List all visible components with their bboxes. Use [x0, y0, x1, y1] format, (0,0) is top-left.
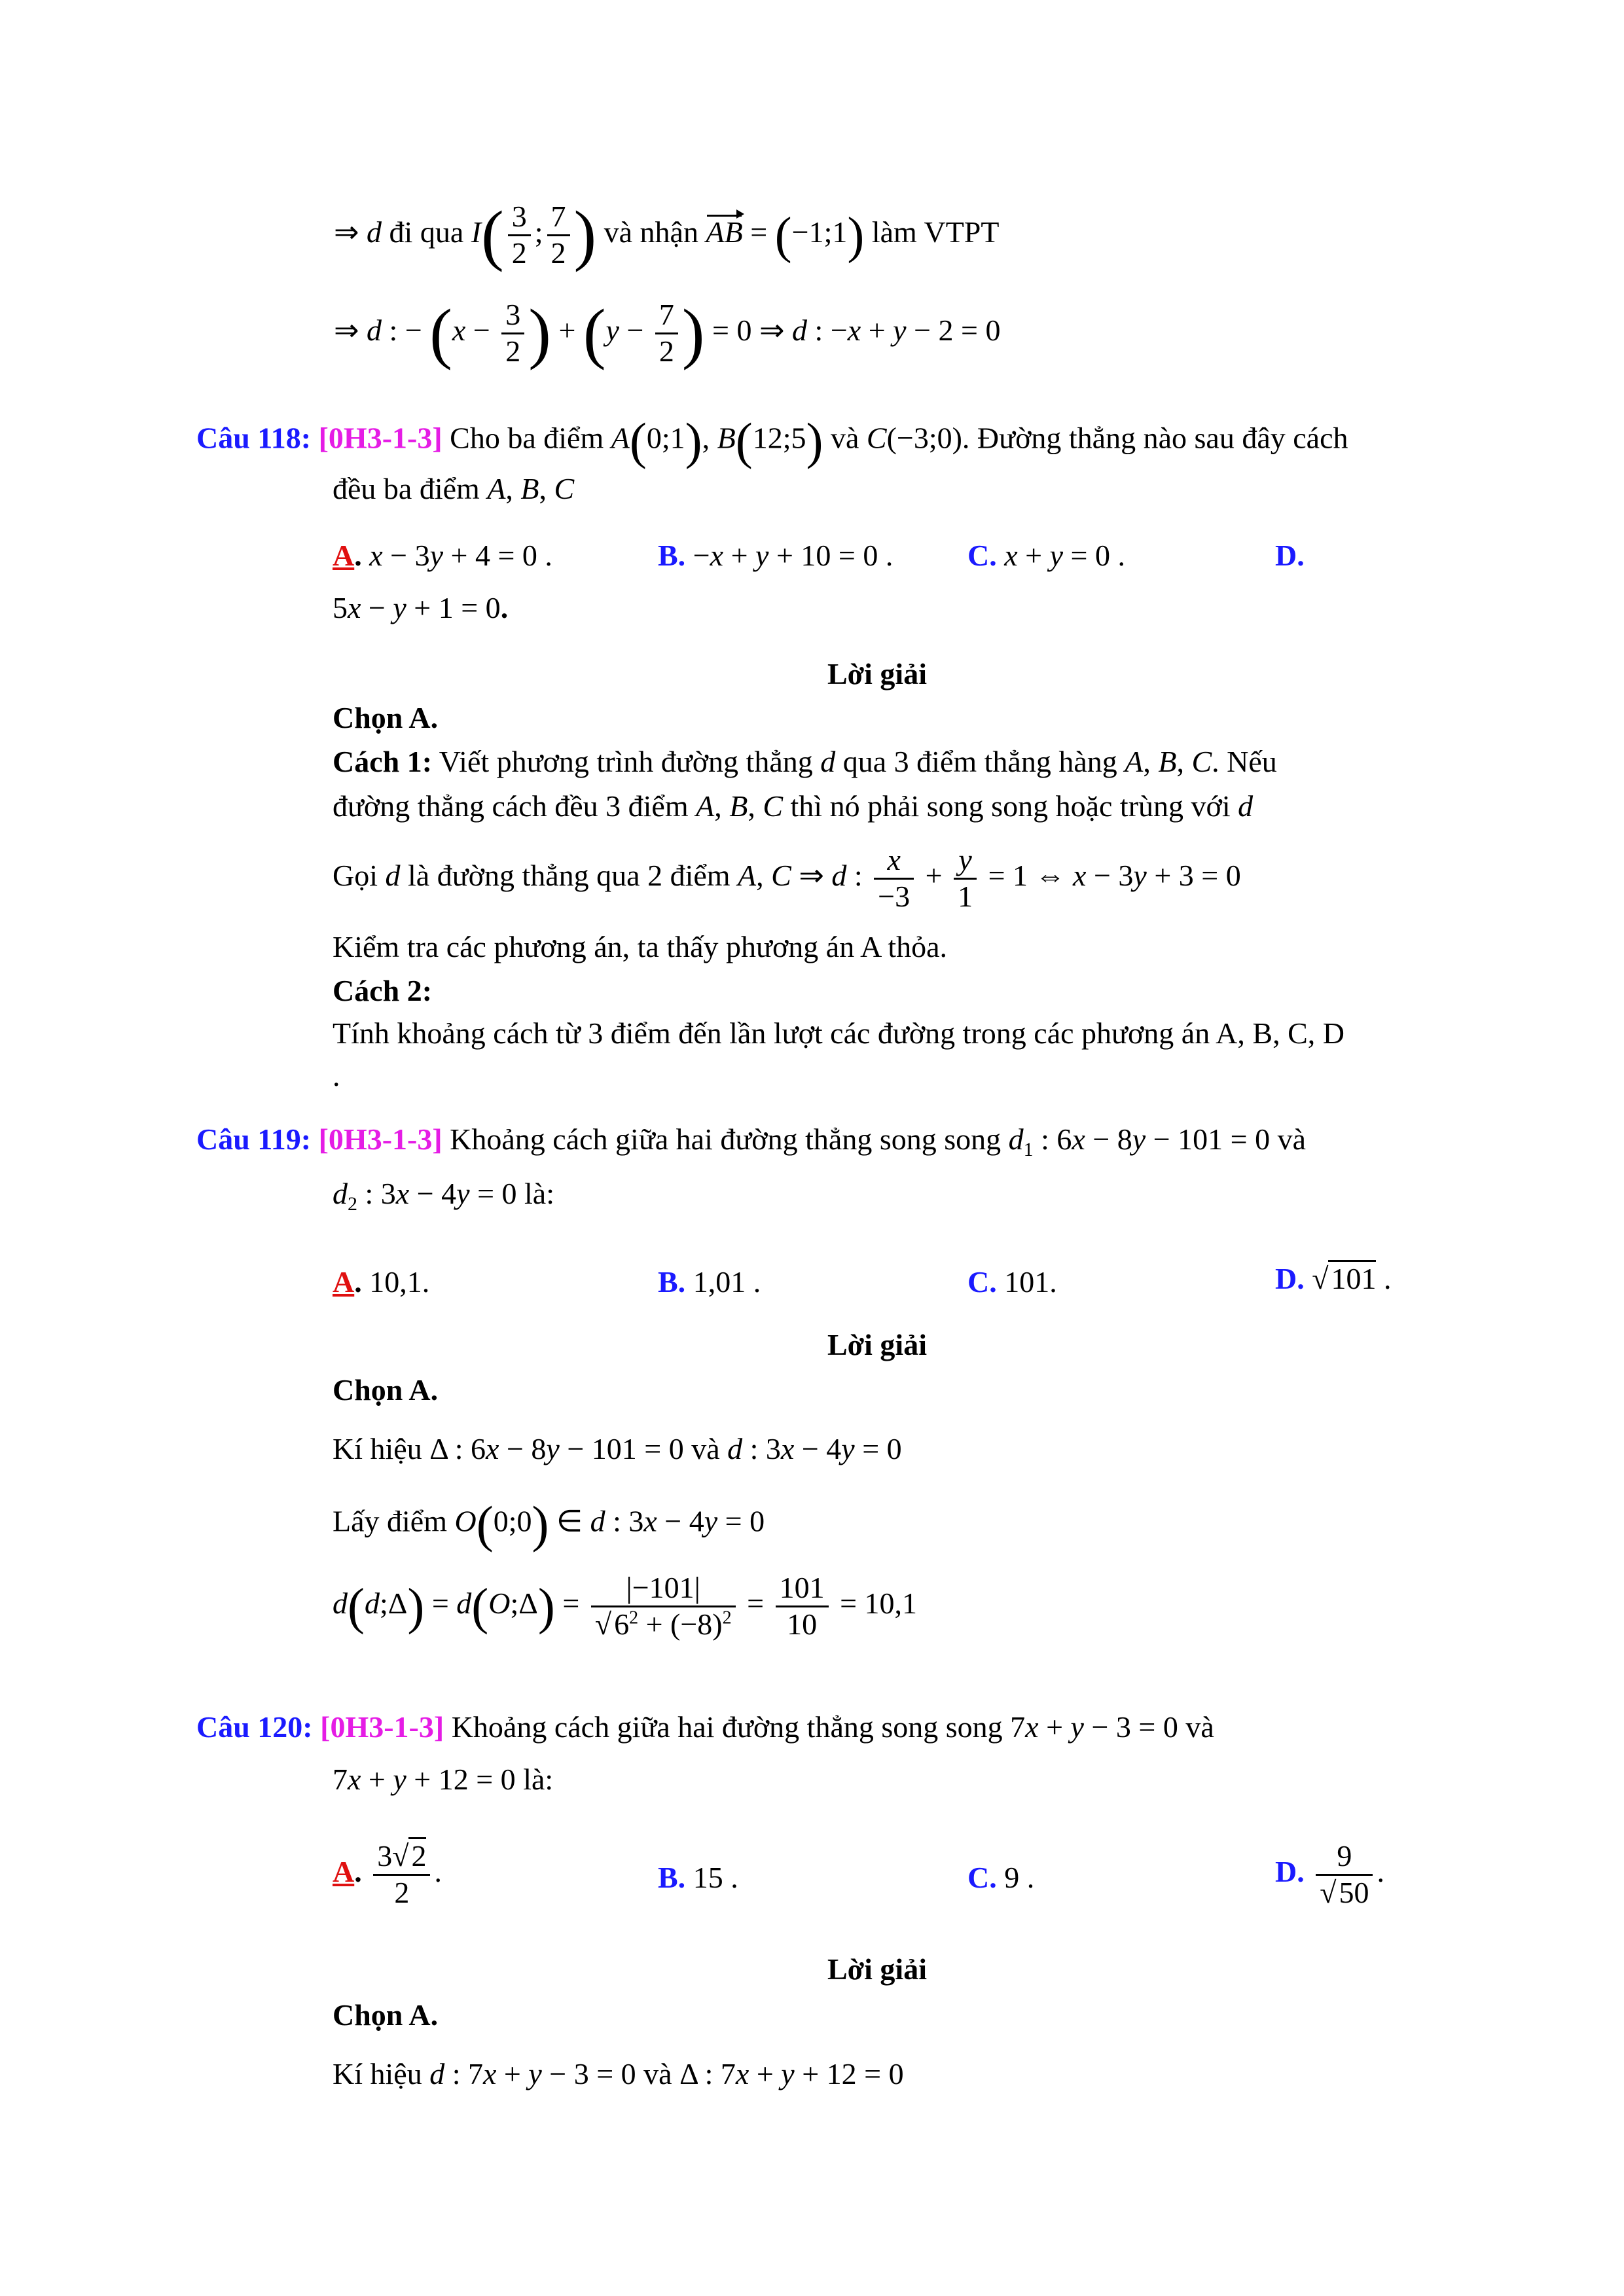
q118-method1-line-2: đường thẳng cách đều 3 điểm A, B, C thì nó phải song song hoặc trùng với d: [333, 789, 1254, 823]
q119-solution-title: Lời giải: [827, 1328, 927, 1361]
q118-option-b[interactable]: B. −x + y + 10 = 0 .: [658, 539, 893, 572]
q118-method1-line-1: Cách 1: Viết phương trình đường thẳng d qua 3 điểm thẳng hàng A, B, C. Nếu: [333, 745, 1277, 778]
q119-choose: Chọn A.: [333, 1373, 439, 1407]
q119-option-b[interactable]: B. 1,01 .: [658, 1265, 761, 1299]
q119-stem-line-1: Câu 119: [0H3-1-3] Khoảng cách giữa hai đường thẳng song song $d_1$ : 6x − 8y − 101 = 0 và: [196, 1122, 1307, 1161]
q120-option-a[interactable]: A. $\frac{3√2}{2}$ .: [333, 1839, 442, 1910]
q120-tag: [0H3-1-3]: [320, 1710, 444, 1744]
q119-option-d[interactable]: D. √101 .: [1275, 1260, 1391, 1298]
q119-option-c[interactable]: C. 101.: [967, 1265, 1057, 1299]
q118-label: Câu 118:: [196, 421, 312, 455]
q118-option-d[interactable]: 5x − y + 1 = 0.: [333, 591, 509, 624]
prev-line-1: ⇒ d đi qua I( $\frac{3}{2}$ ; $\frac{7}{2}$ ) và nhận AB = (−1;1) làm VTPT: [334, 197, 1000, 273]
q119-tag: [0H3-1-3]: [318, 1122, 442, 1156]
q118-method1-line-3: Gọi d là đường thẳng qua 2 điểm A, C ⇒ d : $\frac{x}{-3}$ + $\frac{y}{1}$ = 1 ⇔ x − 3y + 3 = 0: [333, 843, 1241, 913]
q119-distance-formula: d(d;Δ) = d(O;Δ) = $\frac{|-101|}{√6^2 + (-8)^2}$ = $\frac{101}{10}$ = 10,1: [333, 1571, 918, 1641]
q120-stem-line-2: 7x + y + 12 = 0 là:: [333, 1763, 554, 1796]
q120-choose: Chọn A.: [333, 1998, 439, 2032]
q118-method2-text: Tính khoảng cách từ 3 điểm đến lần lượt các đường trong các phương án A, B, C, D: [333, 1016, 1344, 1050]
q120-stem-line-1: Câu 120: [0H3-1-3] Khoảng cách giữa hai đường thẳng song song 7x + y − 3 = 0 và: [196, 1710, 1214, 1744]
q120-option-c[interactable]: C. 9 .: [967, 1861, 1035, 1894]
q120-label: Câu 120:: [196, 1710, 313, 1744]
q118-option-d-label[interactable]: D.: [1275, 539, 1305, 572]
q118-stem-line-1: Câu 118: [0H3-1-3] Cho ba điểm A(0;1), B(12;5) và C(−3;0). Đường thẳng nào sau đây cách: [196, 412, 1348, 469]
q118-option-a[interactable]: A. x − 3y + 4 = 0 .: [333, 539, 552, 572]
q118-tag: [0H3-1-3]: [318, 421, 442, 455]
q119-option-a[interactable]: A. 10,1.: [333, 1265, 430, 1299]
q120-option-d[interactable]: D. $\frac{9}{√50}$ .: [1275, 1839, 1384, 1909]
q118-method2-dot: .: [333, 1059, 340, 1092]
q118-choose: Chọn A.: [333, 701, 439, 734]
q120-option-b[interactable]: B. 15 .: [658, 1861, 738, 1894]
q118-solution-title: Lời giải: [827, 657, 927, 691]
q120-notation: Kí hiệu d : 7x + y − 3 = 0 và Δ : 7x + y + 12 = 0: [333, 2057, 904, 2090]
q118-stem-line-2: đều ba điểm A, B, C: [333, 472, 575, 505]
q118-option-c[interactable]: C. x + y = 0 .: [967, 539, 1125, 572]
q118-method2-title: Cách 2:: [333, 974, 433, 1007]
q119-stem-line-2: $d_2$ : 3x − 4y = 0 là:: [333, 1177, 555, 1215]
q120-solution-title: Lời giải: [827, 1952, 927, 1986]
q119-take-point: Lấy điểm O(0;0) ∈ d : 3x − 4y = 0: [333, 1496, 765, 1552]
q118-check: Kiểm tra các phương án, ta thấy phương án A thỏa.: [333, 930, 948, 963]
prev-line-2: ⇒ d : − (x − $\frac{3}{2}$ ) + (y − $\frac{7}{2}$ ) = 0 ⇒ d : −x + y − 2 = 0: [334, 295, 1001, 371]
q119-label: Câu 119:: [196, 1122, 312, 1156]
q119-notation: Kí hiệu Δ : 6x − 8y − 101 = 0 và d : 3x − 4y = 0: [333, 1432, 902, 1465]
